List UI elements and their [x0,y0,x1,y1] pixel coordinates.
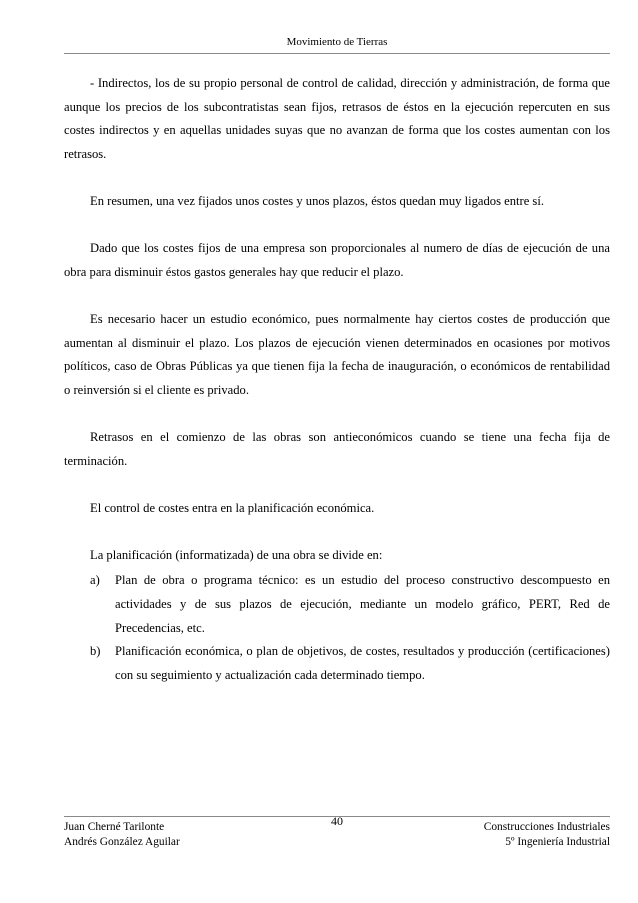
author-name: Andrés González Aguilar [64,836,180,848]
planning-list [64,569,610,687]
list-item-text: Planificación económica, o plan de objetivos, de costes, resultados y producción (certificaciones) con su seguimiento y actualización cada determinado tiempo. [115,644,610,682]
list-marker: a) [90,573,100,588]
list-item [64,569,610,640]
document-body [64,72,610,687]
author-name: Juan Cherné Tarilonte [64,821,165,833]
list-intro-paragraph: La planificación (informatizada) de una obra se divide en: [90,547,383,562]
paragraph: El control de costes entra en la planificación económica. [90,500,375,515]
course-name: Construcciones Industriales [483,821,610,833]
paragraph: Retrasos en el comienzo de las obras son antieconómicos cuando se tiene una fecha fija de terminación. [64,429,610,468]
list-marker: b) [90,644,101,659]
page-header [64,36,610,54]
list-item [64,640,610,687]
paragraph: En resumen, una vez fijados unos costes y unos plazos, éstos quedan muy ligados entre sí. [90,193,544,208]
list-item-text: Plan de obra o programa técnico: es un estudio del proceso constructivo descompuesto en actividades y de sus plazos de ejecución, mediante un modelo gráfico, PERT, Red de Precedencias, etc. [115,573,610,635]
course-level: 5º Ingeniería Industrial [505,836,610,848]
paragraph: - Indirectos, los de su propio personal de control de calidad, dirección y administración, de forma que aunque los precios de los subcontratistas sean fijos, retrasos de éstos en la ejecución repercuten en sus costes indirectos y en aquellas unidades suyas que no avanzan de forma que los costes aumentan con los retrasos. [64,76,610,161]
paragraph: Dado que los costes fijos de una empresa son proporcionales al numero de días de ejecución de una obra para disminuir éstos gastos generales hay que reducir el plazo. [64,241,610,279]
footer-course [484,820,610,850]
page-footer [64,816,610,857]
page-number: 40 [331,814,343,828]
paragraph: Es necesario hacer un estudio económico, pues normalmente hay ciertos costes de producción que aumentan al disminuir el plazo. Los plazos de ejecución vienen determinados en ocasiones por motivos políticos, caso de Obras Públicas ya que tienen fija la fecha de inauguración, o económicos de rentabilidad o reinversión si el cliente es privado. [64,311,610,397]
header-title: Movimiento de Tierras [286,36,388,48]
